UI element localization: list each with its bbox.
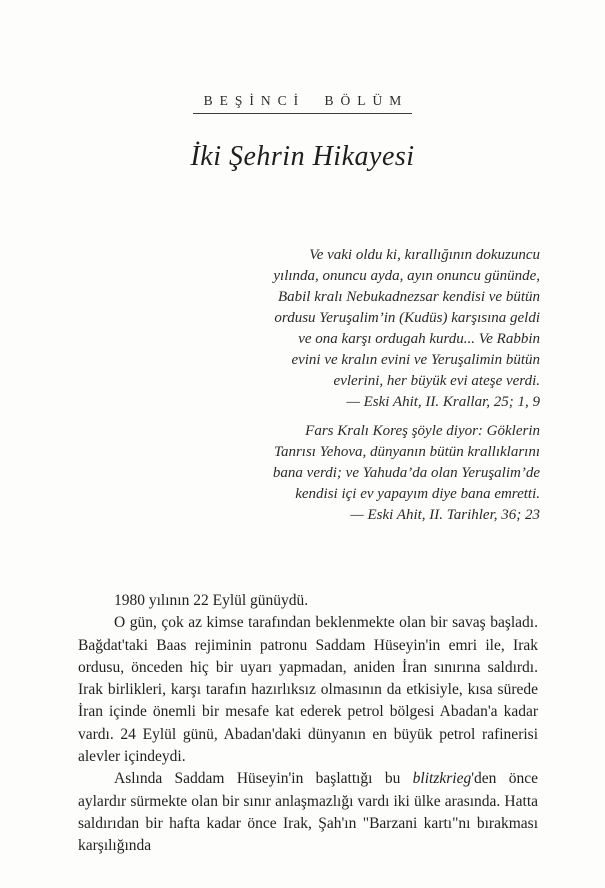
chapter-head	[0, 0, 605, 173]
epigraph-line: Babil kralı Nebukadnezsar kendisi ve bütün	[277, 289, 540, 305]
paragraph-2: O gün, çok az kimse tarafından beklenmekte olan bir savaş başladı. Bağdat'taki Baas rejiminin patronu Saddam Hüseyin'in emri ile, Irak ordusu, önceden hiç bir uyarı yapmadan, aniden İran sınırına saldırdı. Irak birlikleri, karşı tarafın hazırlıksız olmasının da etkisiyle, kısa sürede İran içinde önemli bir mesafe kat ederek petrol bölgesi Abadan'a kadar vardı. 24 Eylül günü, Abadan'daki dünyanın en büyük petrol rafinerisi alevler içindeydi.	[78, 614, 538, 766]
paragraph-3-text-after: 'den önce aylardır sürmekte olan bir sınır anlaşmazlığı vardı iki ülke arasında. Hatta saldırıdan bir hafta kadar önce Irak, Şah'ın "Barzani kartı"nı bırakması karşılığında	[78, 770, 538, 855]
epigraph-quote-2	[0, 421, 540, 526]
italic-term-blitzkrieg: blitzkrieg	[412, 770, 472, 788]
epigraph-line: bana verdi; ve Yahuda’da olan Yeruşalim’de	[272, 465, 540, 481]
epigraph-line: ordusu Yeruşalim’in (Kudüs) karşısına geldi	[274, 310, 540, 326]
chapter-title: İki Şehrin Hikayesi	[190, 141, 415, 172]
epigraph-attribution: — Eski Ahit, II. Krallar, 25; 1, 9	[346, 394, 540, 410]
chapter-heading: BEŞİNCİ BÖLÜM	[193, 93, 413, 114]
body-text	[78, 590, 538, 858]
epigraph-line: kendisi içi ev yapayım diye bana emretti.	[295, 486, 540, 502]
paragraph-3	[78, 768, 538, 857]
paragraph-3-text-before: Aslında Saddam Hüseyin'in başlattığı bu	[114, 770, 413, 788]
epigraph-line: evini ve kralın evini ve Yeruşalimin bütün	[291, 352, 540, 368]
epigraph-attribution: — Eski Ahit, II. Tarihler, 36; 23	[350, 507, 540, 523]
paragraph-1: 1980 yılının 22 Eylül günüydü.	[114, 592, 309, 609]
epigraph-section	[0, 245, 540, 526]
epigraph-quote-1	[0, 245, 540, 413]
epigraph-line: Fars Kralı Koreş şöyle diyor: Göklerin	[305, 423, 540, 439]
epigraph-line: evlerini, her büyük evi ateşe verdi.	[333, 373, 540, 389]
epigraph-line: yılında, onuncu ayda, ayın onuncu gününde,	[273, 268, 540, 284]
epigraph-line: Ve vaki oldu ki, kırallığının dokuzuncu	[309, 247, 540, 263]
epigraph-line: ve ona karşı ordugah kurdu... Ve Rabbin	[298, 331, 540, 347]
epigraph-line: Tanrısı Yehova, dünyanın bütün krallıklarını	[274, 444, 540, 460]
